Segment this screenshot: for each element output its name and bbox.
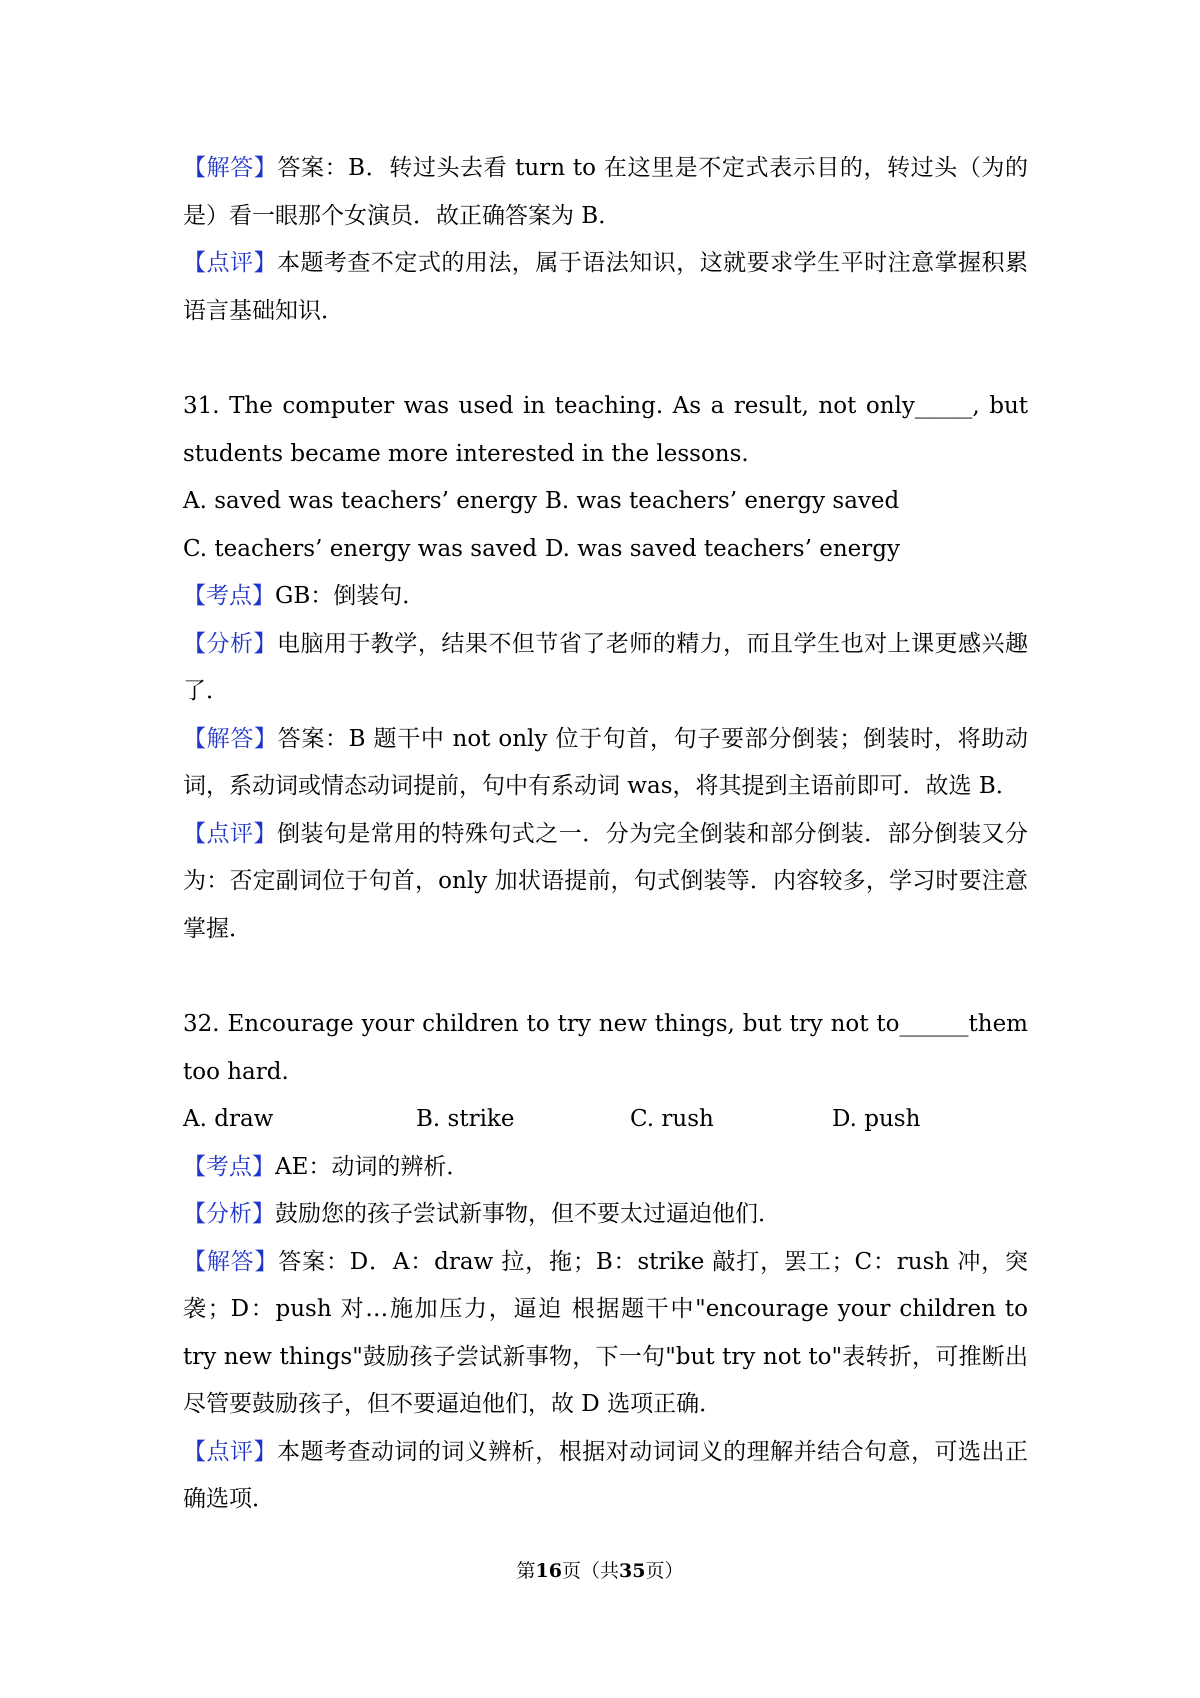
analysis-text: 鼓励您的孩子尝试新事物，但不要太过逼迫他们． <box>275 1201 781 1227</box>
comment-text: 本题考查不定式的用法，属于语法知识，这就要求学生平时注意掌握积累语言基础知识． <box>183 250 1029 324</box>
question-31-comment <box>183 811 1028 954</box>
answer-tag: 【解答】 <box>183 725 278 752</box>
option-b: B. was teachers’ energy saved <box>545 488 900 514</box>
page-footer <box>0 1556 1200 1586</box>
analysis-text: 电脑用于教学，结果不但节省了老师的精力，而且学生也对上课更感兴趣了． <box>183 630 1029 704</box>
footer-prefix: 第 <box>516 1560 536 1582</box>
document-body <box>183 145 1028 1524</box>
option-b: B. strike <box>416 1106 515 1132</box>
footer-suffix: 页） <box>645 1560 684 1582</box>
current-page-number: 16 <box>535 1560 562 1582</box>
question-31-options-row-2 <box>183 526 1028 574</box>
comment-tag: 【点评】 <box>183 250 277 276</box>
point-tag: 【考点】 <box>183 1153 275 1180</box>
answer-text: 答案：B．转过头去看 turn to 在这里是不定式表示目的，转过头（为的是）看一眼那个女演员．故正确答案为 B． <box>183 155 1029 229</box>
question-31-options-row-1 <box>183 478 1028 526</box>
answer-tag: 【解答】 <box>183 1248 279 1275</box>
point-text: GB：倒装句． <box>275 583 426 609</box>
answer-paragraph <box>183 145 1028 240</box>
question-31-point <box>183 573 1028 621</box>
question-31-analysis <box>183 621 1028 716</box>
question-32-analysis <box>183 1191 1028 1239</box>
question-31-stem: 31. The computer was used in teaching. As a result, not only_____, but students became more interested in the lessons. <box>183 393 1028 467</box>
option-a: A. saved was teachers’ energy <box>183 488 537 514</box>
comment-paragraph <box>183 240 1028 335</box>
comment-text: 本题考查动词的词义辨析，根据对动词词义的理解并结合句意，可选出正确选项． <box>183 1438 1029 1512</box>
footer-middle: 页（共 <box>561 1560 619 1582</box>
answer-tag: 【解答】 <box>183 155 278 181</box>
question-32-answer <box>183 1239 1028 1429</box>
comment-text: 倒装句是常用的特殊句式之一．分为完全倒装和部分倒装．部分倒装又分为：否定副词位于句首，only 加状语提前，句式倒装等．内容较多，学习时要注意掌握． <box>183 820 1029 942</box>
option-c: C. teachers’ energy was saved <box>183 535 538 562</box>
spacer <box>183 335 1028 383</box>
question-31-answer <box>183 716 1028 811</box>
answer-text: 答案：B 题干中 not only 位于句首，句子要部分倒装；倒装时，将助动词，系动词或情态动词提前，句中有系动词 was，将其提到主语前即可．故选 B． <box>183 725 1029 799</box>
question-32-point <box>183 1144 1028 1192</box>
option-c: C. rush <box>630 1106 714 1132</box>
option-a: A. draw <box>183 1106 274 1132</box>
question-32-comment <box>183 1429 1028 1524</box>
point-tag: 【考点】 <box>183 583 275 609</box>
point-text: AE：动词的辨析． <box>275 1153 470 1180</box>
comment-tag: 【点评】 <box>183 1438 277 1465</box>
comment-tag: 【点评】 <box>183 820 277 847</box>
analysis-tag: 【分析】 <box>183 630 277 657</box>
analysis-tag: 【分析】 <box>183 1201 275 1227</box>
spacer <box>183 953 1028 1001</box>
option-d: D. was saved teachers’ energy <box>545 535 900 562</box>
question-32-stem: 32. Encourage your children to try new things, but try not to______them too hard. <box>183 1011 1028 1085</box>
option-d: D. push <box>832 1106 921 1132</box>
answer-text: 答案：D．A：draw 拉，拖；B：strike 敲打，罢工；C：rush 冲，突袭；D：push 对…施加压力，逼迫 根据题干中"encourage your children to try new things"鼓励孩子尝试新事物，下一句"but try not to"表转折，可推断出尽管要鼓励孩子，但不要逼迫他们，故 D 选项正确． <box>183 1248 1028 1417</box>
total-page-number: 35 <box>619 1560 646 1582</box>
question-32-options-row <box>183 1096 1028 1144</box>
